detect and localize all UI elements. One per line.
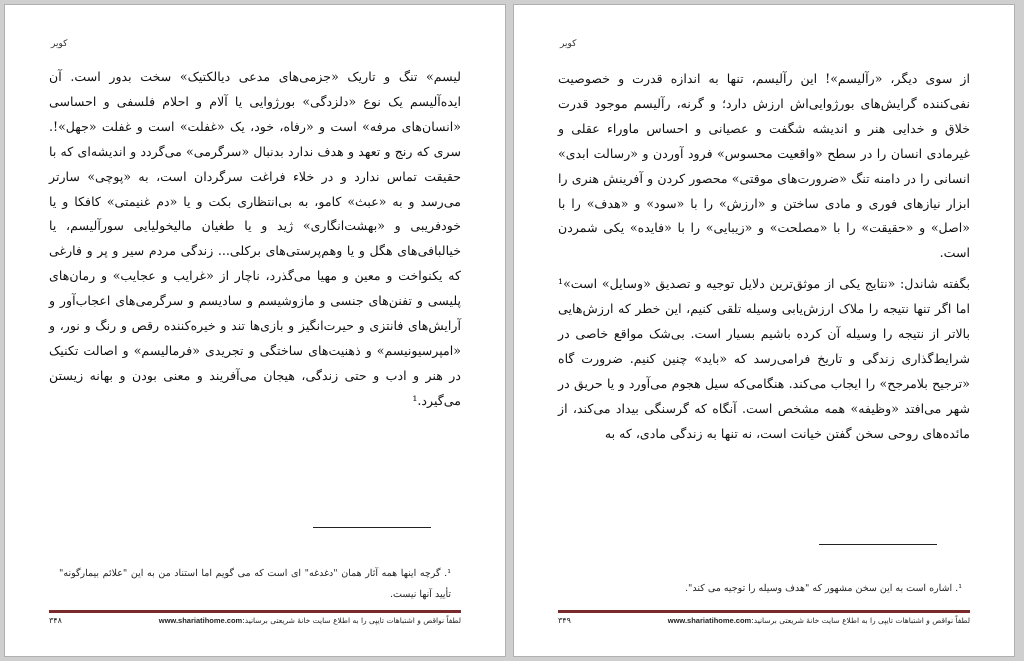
- paragraph: لیسم» تنگ و تاریک «جزمی‌های مدعی دیالکتیک» سخت بدور است. آن ایده‌آلیسم یک نوع «دلزدگی» بورژوایی یا آلام و احلام فلسفی و احساسی «انسان‌های مرفه» است و «رفاه، خود، یک «غفلت» است و غفلت «جهل»!. سری که رنج و تعهد و هدف ندارد بدنبال «سرگرمی» می‌گردد و اندیشه‌ای که با حقیقت تماس ندارد و در خلاء فراغت سرگردان است، به «پوچی» سارتر می‌رسد و به «عبث» کامو، به بی‌انتظاری بکت و یا «دم غنیمتی» کافکا و یا خودفریبی و «بهشت‌انگاری» ژید و یا طغیان مالیخولیایی سورآلیسم، یا خیالبافی‌های هگل و یا وهم‌پرستی‌های برکلی... زندگی مردم سیر و پر و فارغی که یکنواخت و معین و مهیا می‌گذرد، ناچار از «غرایب و عجایب» و رمان‌های پلیسی و تفنن‌های جنسی و مازوشیسم و سادیسم و سرگرمی‌های اعجاب‌آور و آرایش‌های فانتزی و حیرت‌انگیز و بازی‌ها تند و خیره‌کننده رقص و رنگ و نور، و «امپرسیونیسم» و ذهنیت‌های ساختگی و تجریدی «فرمالیسم» و اصالت تکنیک در هنر و ادب و حتی زندگی، هیجان می‌آفریند و معنی بودن و بهانه زیستن می‌گیرد.¹: [49, 69, 461, 408]
- footer-credit: [153, 616, 461, 625]
- paragraph: از سوی دیگر، «رآلیسم»! این رآلیسم، تنها به اندازه قدرت و خصوصیت نفی‌کننده گرایش‌های بورژوایی‌اش ارزش دارد؛ و گرنه، رآلیسم موجود قدرت خلاق و خدایی هنر و اندیشه شگفت و عصیانی و احساس ماوراء عقلی و غیرمادی انسان را در سطح «واقعیت محسوس» فرود آوردن و «رسالت ابدی» انسانی را در دامنه تنگ «ضرورت‌های موقتی» محصور کردن و آفرینش هنری را ابزار نیازهای فوری و مادی ساختن و «ارزش» را با «سود» و «هدف» را با «اصل» و «حقیقت» را با «مصلحت» و «زیبایی» را با «فایده» یکی شمردن است.: [558, 71, 970, 261]
- running-head: کویر: [51, 39, 68, 49]
- page-number: ۳۴۸: [49, 616, 62, 625]
- footer-credit: [662, 616, 970, 625]
- footer-rule: [558, 610, 970, 613]
- footnote-separator: [819, 544, 937, 545]
- page-footer: [558, 616, 970, 625]
- footer-note: لطفاً نواقص و اشتباهات تایپی را به اطلاع سایت خانهٔ شریعتی برسانید:: [751, 616, 970, 625]
- paragraph: بگفته شاندل: «نتایج یکی از موثق‌ترین دلایل توجیه و تصدیق «وسایل» است»¹ اما اگر تنها نتیجه را ملاک ارزش‌یابی وسیله تلقی کنیم، این خطر که ارزش‌هایی بالاتر از نتیجه را وسیله آن کرده باشیم بسیار است. بی‌شک مواقع خاصی در شرایط‌گذاری زندگی و تاریخ فرامی‌رسد که «باید» چنین کنیم. ضرورت گاه «ترجیح بلامرجح» را ایجاب می‌کند. هنگامی‌که سیل هجوم می‌آورد و یا حریق در شهر می‌افتد «وظیفه» همه مشخص است. آنگاه که گرسنگی بیداد می‌کند، از مائده‌های روحی سخن گفتن خیانت است، نه تنها به زندگی مادی، که به: [558, 276, 970, 441]
- footnote: ¹. اشاره است به این سخن مشهور که "هدف وسیله را توجیه می کند".: [685, 583, 962, 594]
- page-footer: [49, 616, 461, 625]
- footnote: ¹. گرچه اینها همه آثار همان "دغدغه" ای است که می گویم اما استناد من به این "علائم بیمارگونه" تأیید آنها نیست.: [59, 568, 451, 600]
- body-text: [49, 65, 461, 414]
- footnote-separator: [313, 527, 431, 528]
- right-page: [513, 4, 1015, 657]
- body-text: [558, 67, 970, 447]
- footer-url[interactable]: www.shariatihome.com: [158, 616, 243, 625]
- footer-note: لطفاً نواقص و اشتباهات تایپی را به اطلاع سایت خانهٔ شریعتی برسانید:: [242, 616, 461, 625]
- footer-rule: [49, 610, 461, 613]
- page-number: ۳۴۹: [558, 616, 571, 625]
- running-head: کویر: [560, 39, 577, 49]
- footer-url[interactable]: www.shariatihome.com: [667, 616, 752, 625]
- left-page: [4, 4, 506, 657]
